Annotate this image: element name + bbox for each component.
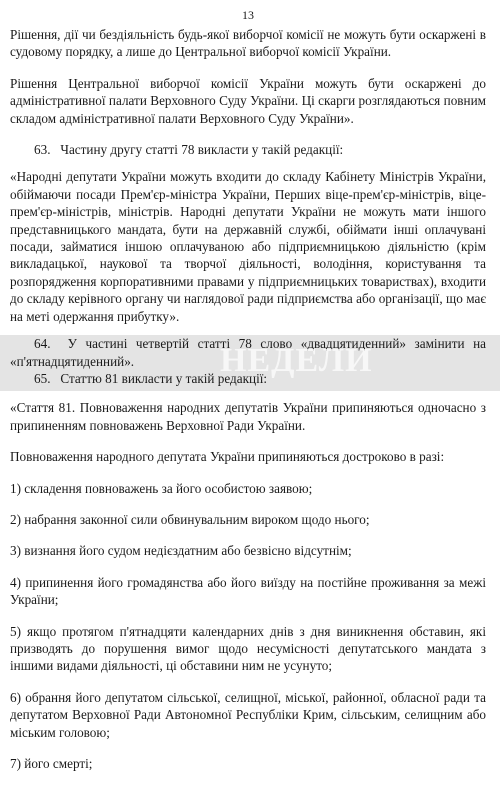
article-78-quote: «Народні депутати України можуть входити до складу Кабінету Міністрів України, обіймаючи посади Прем'єр-міністра України, Перших віце-прем'єр-міністрів, віце-прем'єр-міністрів, міністрів. Народні депутати України не можуть мати іншого представницького мандата, бути на державній службі, обіймати інші оплачувані посади, займатися іншою оплачуваною або підприємницькою діяльністю (крім викладацької, наукової та творчої діяльності, володіння, користування та розпорядження корпоративними правами у підприємницьких товариствах), входити до складу керівного органу чи наглядової ради підприємства або організації, що має на меті одержання прибутку». bbox=[10, 169, 486, 324]
highlighted-band bbox=[0, 335, 500, 391]
early-termination-intro: Повноваження народного депутата України припиняються достроково в разі: bbox=[10, 449, 445, 465]
amendment-item-64: 64. У частині четвертій статті 78 слово «двадцятиденний» замінити на «п'ятнадцятиденний». bbox=[10, 336, 486, 369]
watermark: НЕДЕЛИ bbox=[220, 342, 373, 380]
ground-item: 4) припинення його громадянства або його виїзду на постійне проживання за межі України; bbox=[10, 574, 486, 608]
ground-item: 6) обрання його депутатом сільської, селищної, міської, районної, обласної ради та депутатом Верховної Ради Автономної Республіки Крим, сільським, селищним або міським головою; bbox=[10, 689, 486, 740]
amendment-item-65: 65. Статтю 81 викласти у такій редакції: bbox=[34, 370, 268, 386]
page-number: 13 bbox=[242, 8, 254, 22]
ground-item: 7) його смерті; bbox=[10, 756, 93, 771]
article-81-text: «Стаття 81. Повноваження народних депутатів України припиняються одночасно з припиненням повноважень Верховної Ради України. bbox=[10, 400, 486, 433]
ground-item: 5) якщо протягом п'ятнадцяти календарних днів з дня виникнення обставин, які призводять до порушення вимог щодо несумісності депутатського мандата з іншими видами діяльності, ці обставини ним не усунуто; bbox=[10, 623, 486, 674]
paragraph-cec-appeals: Рішення Центральної виборчої комісії України можуть бути оскаржені до адміністративної палати Верховного Суду України. Ці скарги розглядаються повним складом адміністративної палати Верховного Суду України». bbox=[10, 75, 486, 126]
ground-item: 3) визнання його судом недієздатним або безвісно відсутнім; bbox=[10, 543, 352, 559]
paragraph-commission-decisions: Рішення, дії чи бездіяльність будь-якої виборчої комісії не можуть бути оскаржені в судовому порядку, а лише до Центральної виборчої комісії України. bbox=[10, 27, 486, 60]
ground-item: 1) складення повноважень за його особистою заявою; bbox=[10, 480, 313, 496]
amendment-item-63: 63. Частину другу статті 78 викласти у такій редакції: bbox=[34, 142, 344, 158]
ground-item: 2) набрання законної сили обвинувальним вироком щодо нього; bbox=[10, 511, 370, 527]
